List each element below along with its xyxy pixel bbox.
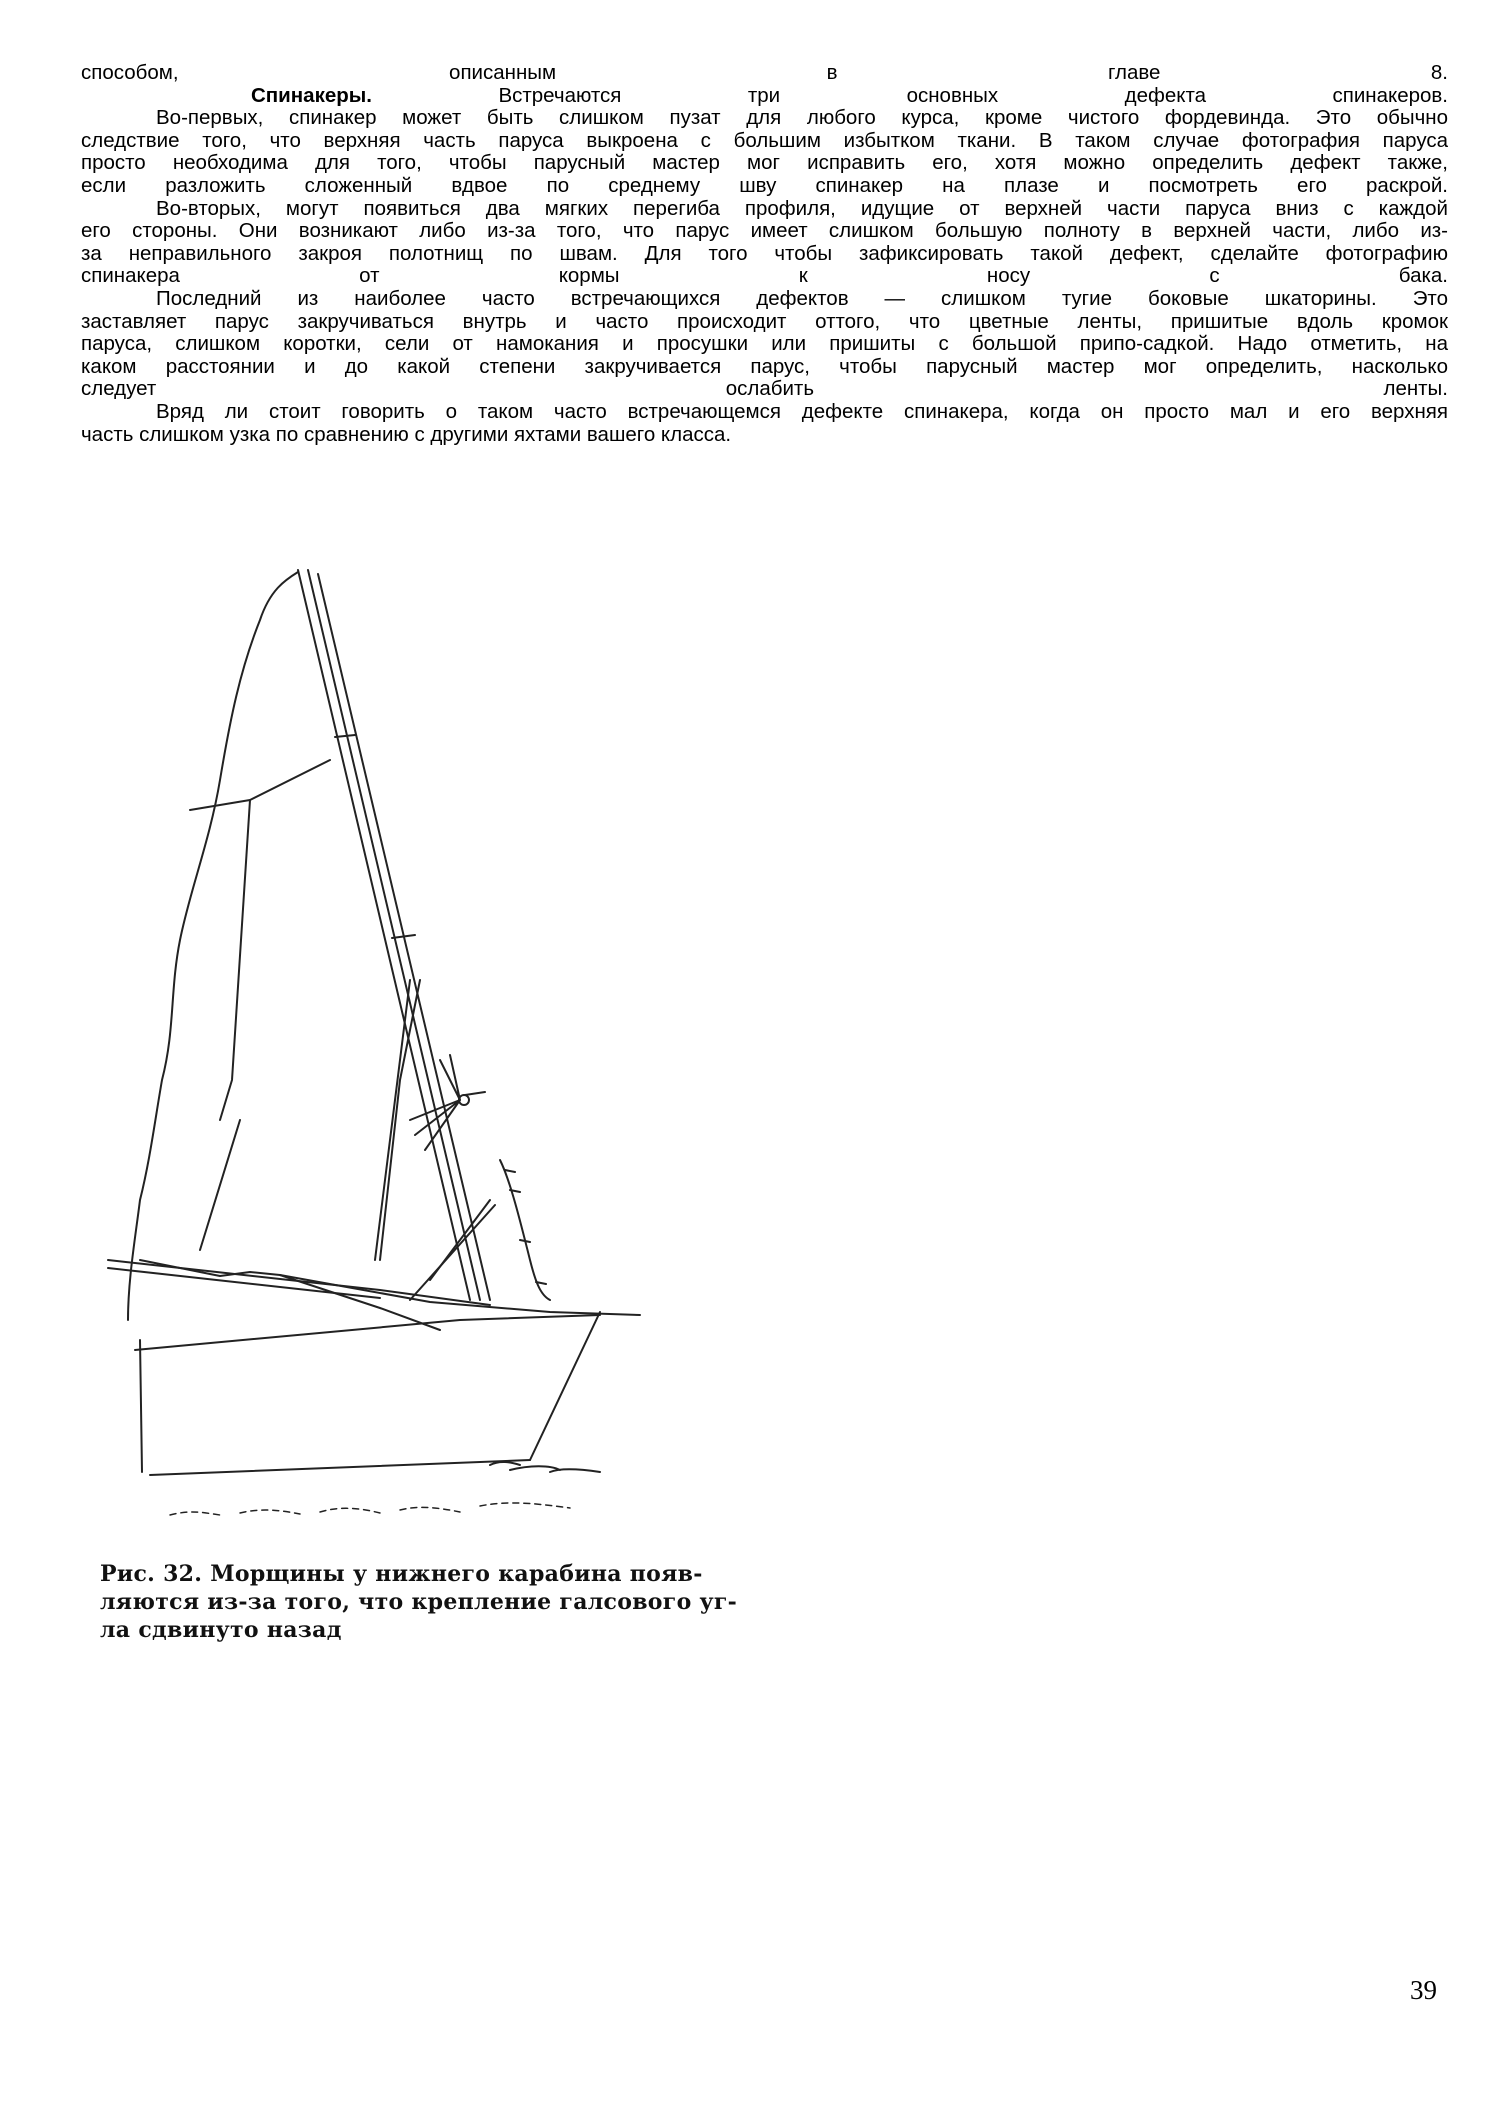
sailboat-illustration (80, 560, 750, 1560)
text-line: заставляет парус закручиваться внутрь и часто происходит оттого, что цветные ленты, пришитые вдоль кромок (81, 309, 1448, 333)
sail-seam (200, 1120, 240, 1250)
cabin-line (280, 1275, 440, 1330)
sail-seam (190, 760, 330, 810)
hull-sheer (135, 1315, 600, 1350)
text-line: Во-вторых, могут появиться два мягких перегиба профиля, идущие от верхней части паруса вниз с каждой (156, 196, 1448, 220)
text-line: Вряд ли стоит говорить о таком часто встречающемся дефекте спинакера, когда он просто мал и его верхняя (156, 399, 1448, 423)
turnbuckle (500, 1160, 550, 1300)
text-line: просто необходима для того, чтобы парусный мастер мог исправить его, хотя можно определить дефект также, (81, 151, 1448, 175)
page-number: 39 (1410, 1975, 1437, 2005)
text-line: его стороны. Они возникают либо из-за того, что парус имеет слишком большую полноту в верхней части, либо из- (81, 219, 1448, 243)
text-line: за неправильного закроя полотнищ по швам. Для того чтобы зафиксировать такой дефект, сделайте фотографию (81, 241, 1448, 265)
stern-line (140, 1340, 142, 1472)
text-line: Во-первых, спинакер может быть слишком пузат для любого курса, кроме чистого фордевинда. Это обычно (156, 106, 1448, 130)
caption-line: ляются из-за того, что крепление галсового уг- (100, 1589, 738, 1615)
section-heading-rest: Встречаются три основных дефекта спинакеров. (498, 83, 1448, 107)
boom-line (108, 1260, 490, 1305)
text-line: Последний из наиболее часто встречающихся дефектов — слишком тугие боковые шкаторины. Это (156, 286, 1448, 310)
water-waves (170, 1503, 570, 1515)
sail-seam (410, 1205, 495, 1300)
text-line: следствие того, что верхняя часть паруса выкроена с большим избытком ткани. В таком случае фотография паруса (81, 128, 1448, 152)
section-heading-line (81, 85, 1448, 108)
caption-line: ла сдвинуто назад (100, 1617, 342, 1643)
figure-caption (100, 1560, 740, 1644)
water-waves (490, 1462, 600, 1472)
text-line: часть слишком узка по сравнению с другими яхтами вашего класса. (81, 422, 732, 446)
text-line: каком расстоянии и до какой степени закручивается парус, чтобы парусный мастер мог определить, насколько (81, 354, 1448, 378)
bow-line (530, 1312, 600, 1460)
text-line: способом, описанным в главе 8. (81, 61, 1448, 84)
text-line: спинакера от кормы к носу с бака. (81, 264, 1448, 288)
section-heading: Спинакеры. (251, 83, 372, 107)
waterline (150, 1460, 530, 1475)
text-line: следует ослабить ленты. (81, 377, 1448, 401)
mast-line (308, 570, 480, 1300)
text-line: паруса, слишком коротки, сели от намокания и просушки или пришиты с большой припо-садкой. Надо отметить, на (81, 332, 1448, 356)
sail-seam (375, 980, 410, 1260)
sailboat-figure (80, 560, 750, 1560)
deck-line (140, 1260, 640, 1315)
body-text (81, 62, 1448, 446)
caption-line: Рис. 32. Морщины у нижнего карабина появ- (100, 1561, 703, 1587)
text-line: если разложить сложенный вдвое по среднему шву спинакер на плазе и посмотреть его раскрой. (81, 173, 1448, 197)
sail-seam (220, 800, 250, 1120)
